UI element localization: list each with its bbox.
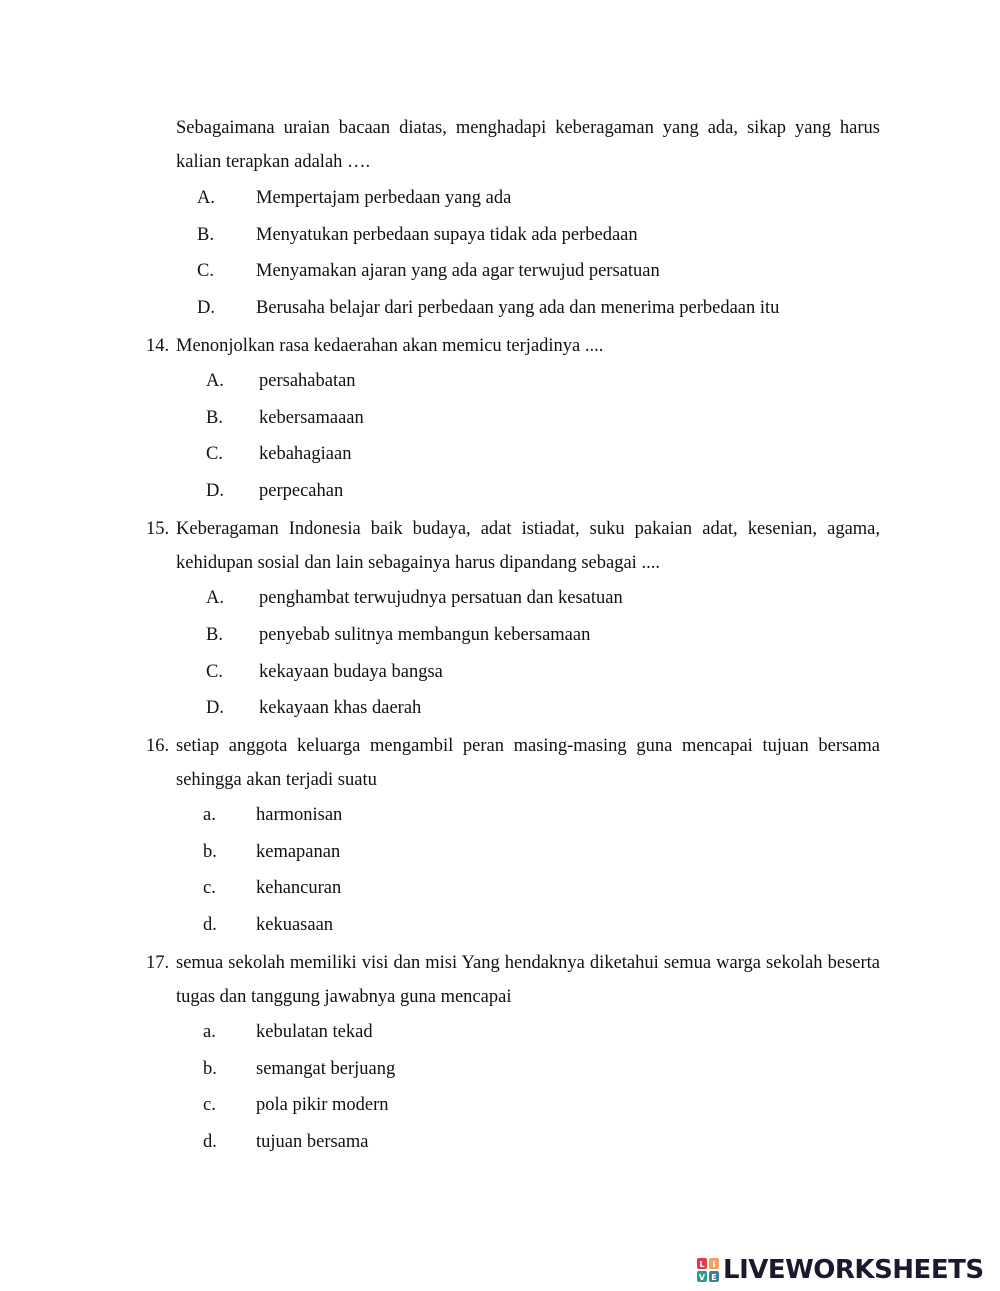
option-text: penyebab sulitnya membangun kebersamaan (259, 625, 591, 645)
option-letter: A. (206, 588, 224, 608)
intro-option-d[interactable] (197, 296, 780, 320)
question-text: Keberagaman Indonesia baik budaya, adat istiadat, suku pakaian adat, kesenian, agama, kehidupan sosial dan lain sebagainya harus dipandang sebagai .... (176, 519, 880, 573)
q14-option-d[interactable] (206, 479, 344, 503)
option-letter: b. (203, 1059, 217, 1079)
option-text: Mempertajam perbedaan yang ada (256, 188, 512, 208)
q17-option-a[interactable] (203, 1020, 373, 1044)
q17-option-d[interactable] (203, 1130, 369, 1154)
q16-option-b[interactable] (203, 840, 341, 864)
option-letter: a. (203, 805, 216, 825)
intro-option-b[interactable] (197, 223, 638, 247)
q17-option-b[interactable] (203, 1057, 396, 1081)
q16-option-c[interactable] (203, 876, 342, 900)
q14-option-b[interactable] (206, 406, 364, 430)
option-letter: d. (203, 1132, 217, 1152)
option-letter: b. (203, 842, 217, 862)
intro-option-c[interactable] (197, 259, 660, 283)
q14-option-c[interactable] (206, 442, 352, 466)
q17-option-c[interactable] (203, 1093, 389, 1117)
option-text: kekayaan khas daerah (259, 698, 422, 718)
question-text: semua sekolah memiliki visi dan misi Yang hendaknya diketahui semua warga sekolah beserta tugas dan tanggung jawabnya guna mencapai (176, 953, 880, 1007)
option-text: Menyatukan perbedaan supaya tidak ada perbedaan (256, 225, 638, 245)
option-text: kebersamaaan (259, 408, 364, 428)
q14-option-a[interactable] (206, 369, 356, 393)
option-text: kekuasaan (256, 915, 334, 935)
option-letter: C. (197, 261, 214, 281)
option-letter: B. (206, 625, 223, 645)
question-number: 14. (146, 336, 170, 356)
question-text: Menonjolkan rasa kedaerahan akan memicu terjadinya .... (176, 336, 604, 356)
option-text: persahabatan (259, 371, 356, 391)
option-text: kekayaan budaya bangsa (259, 662, 443, 682)
option-text: kebulatan tekad (256, 1022, 373, 1042)
logo-letter: L (699, 1260, 705, 1269)
logo-letter: I (712, 1260, 716, 1269)
logo-letter: V (698, 1273, 706, 1282)
option-text: kehancuran (256, 878, 342, 898)
option-text: pola pikir modern (256, 1095, 389, 1115)
logo-letter: E (711, 1273, 717, 1282)
option-letter: C. (206, 444, 223, 464)
q16-option-d[interactable] (203, 913, 334, 937)
option-letter: D. (206, 698, 224, 718)
option-text: tujuan bersama (256, 1132, 369, 1152)
option-letter: D. (197, 298, 215, 318)
q15-option-c[interactable] (206, 660, 443, 684)
option-letter: c. (203, 878, 216, 898)
option-text: Berusaha belajar dari perbedaan yang ada dan menerima perbedaan itu (256, 298, 780, 318)
option-text: semangat berjuang (256, 1059, 396, 1079)
option-letter: c. (203, 1095, 216, 1115)
q16-option-a[interactable] (203, 803, 343, 827)
option-letter: C. (206, 662, 223, 682)
question-text: setiap anggota keluarga mengambil peran masing-masing guna mencapai tujuan bersama sehingga akan terjadi suatu (176, 736, 880, 790)
intro-paragraph: Sebagaimana uraian bacaan diatas, menghadapi keberagaman yang ada, sikap yang harus kalian terapkan adalah …. (176, 118, 880, 172)
option-text: perpecahan (259, 481, 344, 501)
option-letter: B. (206, 408, 223, 428)
option-text: harmonisan (256, 805, 343, 825)
liveworksheets-brand (697, 1255, 984, 1285)
question-number: 16. (146, 736, 170, 756)
question-number: 15. (146, 519, 170, 539)
option-text: kebahagiaan (259, 444, 352, 464)
option-letter: D. (206, 481, 224, 501)
option-letter: a. (203, 1022, 216, 1042)
liveworksheets-logo-icon (697, 1258, 719, 1282)
q15-option-d[interactable] (206, 696, 422, 720)
option-letter: d. (203, 915, 217, 935)
q15-option-a[interactable] (206, 586, 623, 610)
option-text: penghambat terwujudnya persatuan dan kesatuan (259, 588, 623, 608)
option-letter: A. (206, 371, 224, 391)
option-text: kemapanan (256, 842, 341, 862)
intro-option-a[interactable] (197, 186, 512, 210)
question-number: 17. (146, 953, 170, 973)
option-text: Menyamakan ajaran yang ada agar terwujud persatuan (256, 261, 660, 281)
option-letter: A. (197, 188, 215, 208)
q15-option-b[interactable] (206, 623, 591, 647)
brand-text: LIVEWORKSHEETS (723, 1255, 984, 1285)
option-letter: B. (197, 225, 214, 245)
